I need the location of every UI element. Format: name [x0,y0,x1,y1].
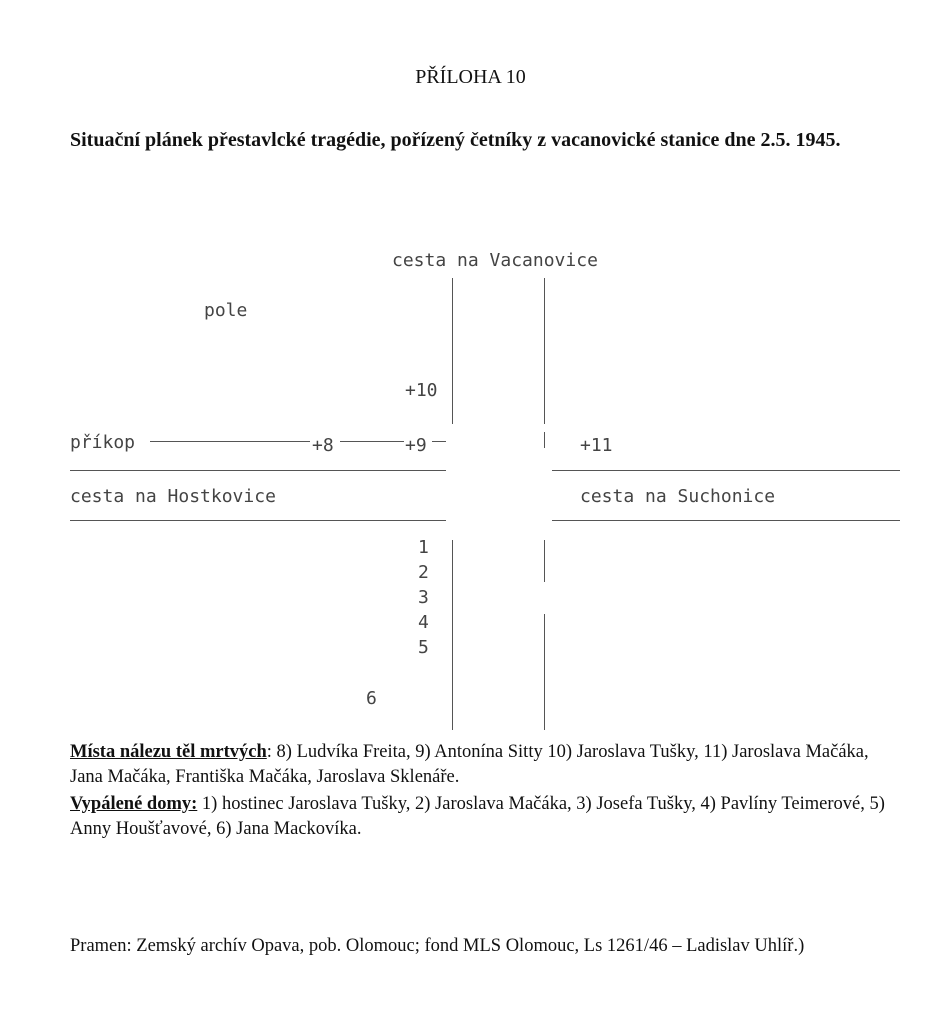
south-road-right-edge-a [544,540,545,582]
south-road-right-edge-b [544,614,545,730]
west-road-bottom-edge [70,520,446,521]
document-heading: Situační plánek přestavlcké tragédie, pořízený četníky z vacanovické stanice dne 2.5. 1945. [70,129,841,151]
road-east-label: cesta na Suchonice [580,486,776,507]
legend-dead-label: Místa nálezu těl mrtvých [70,742,267,762]
source-note: Pramen: Zemský archív Opava, pob. Olomouc; fond MLS Olomouc, Ls 1261/46 – Ladislav Uhlíř.) [70,936,805,956]
page-title: PŘÍLOHA 10 [415,66,526,88]
east-road-top-edge [552,470,900,471]
house-3: 3 [418,587,429,608]
east-road-bottom-edge [552,520,900,521]
west-road-top-edge [70,470,446,471]
house-5: 5 [418,637,429,658]
legend-houses-text: 1) hostinec Jaroslava Tušky, 2) Jaroslava Mačáka, 3) Josefa Tušky, 4) Pavlíny Teimerové, 5) Anny Houšťavové, 6) Jana Mackovíka. [70,794,885,839]
house-2: 2 [418,562,429,583]
marker-8: +8 [312,435,334,456]
house-1: 1 [418,537,429,558]
road-west-label: cesta na Hostkovice [70,486,276,507]
marker-11: +11 [580,435,613,456]
legend-houses-label: Vypálené domy: [70,794,198,814]
marker-10: +10 [405,380,438,401]
north-road-right-edge-end [544,432,545,448]
legend-dead [70,740,890,790]
ditch-label: příkop [70,432,136,453]
north-road-left-edge [452,278,453,424]
south-road-left-edge [452,540,453,730]
north-road-right-edge [544,278,545,424]
road-north-label: cesta na Vacanovice [392,250,598,271]
marker-9: +9 [405,435,427,456]
house-4: 4 [418,612,429,633]
ditch-line-3 [432,441,446,442]
ditch-line-1 [150,441,310,442]
house-6: 6 [366,688,377,709]
ditch-line-2 [340,441,404,442]
legend-dead-text: : 8) Ludvíka Freita, 9) Antonína Sitty 10) Jaroslava Tušky, 11) Jaroslava Mačáka, Jana Mačáka, Františka Mačáka, Jaroslava Sklenáře. [70,742,869,787]
legend-houses [70,792,890,842]
field-label: pole [204,300,248,321]
